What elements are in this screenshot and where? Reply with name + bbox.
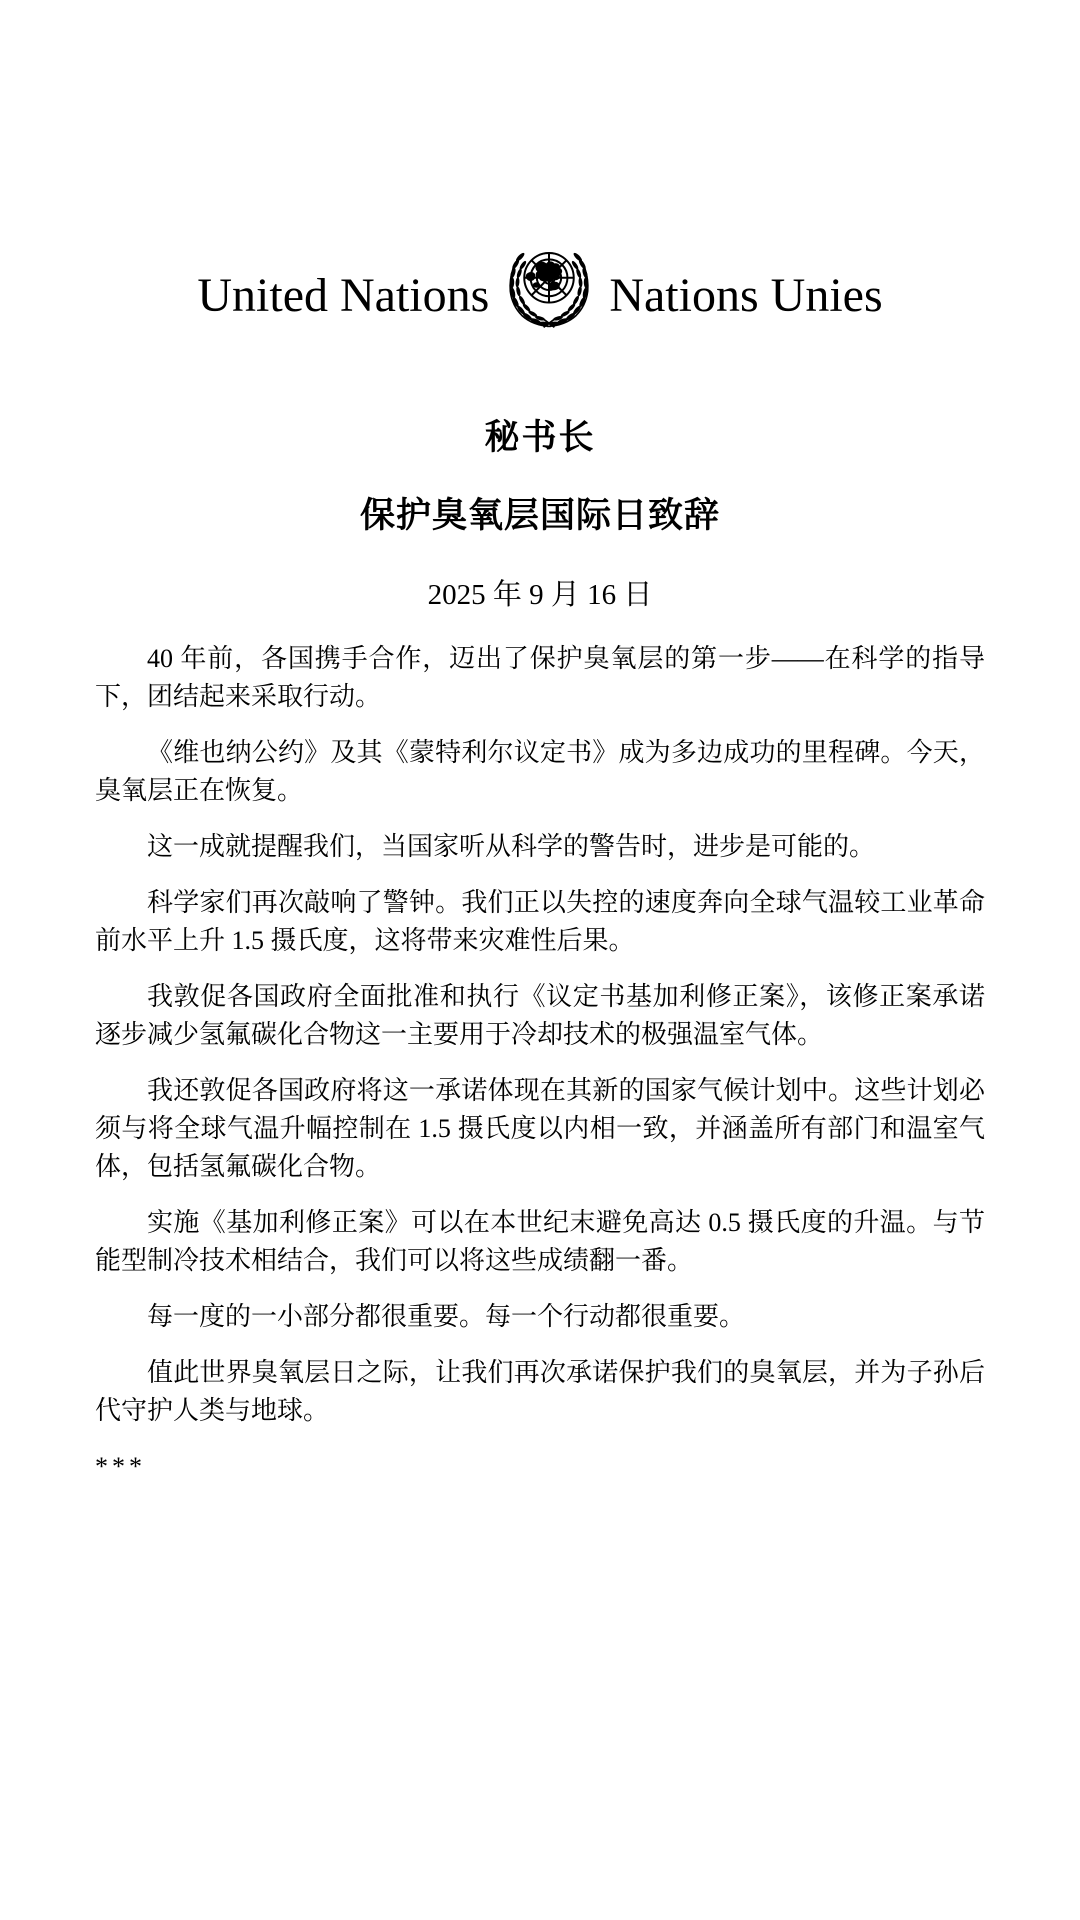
body-paragraph: 《维也纳公约》及其《蒙特利尔议定书》成为多边成功的里程碑。今天，臭氧层正在恢复。 <box>95 738 985 805</box>
body-paragraph: 实施《基加利修正案》可以在本世纪末避免高达 0.5 摄氏度的升温。与节能型制冷技术相结合，我们可以将这些成绩翻一番。 <box>95 1208 985 1275</box>
body-paragraph: 这一成就提醒我们，当国家听从科学的警告时，进步是可能的。 <box>147 832 876 861</box>
document-title: 保护臭氧层国际日致辞 <box>359 496 720 535</box>
body-paragraph: 值此世界臭氧层日之际，让我们再次承诺保护我们的臭氧层，并为子孙后代守护人类与地球。 <box>95 1358 985 1425</box>
statement-body <box>95 640 985 1504</box>
un-letterhead <box>0 238 1080 332</box>
body-paragraph: 科学家们再次敲响了警钟。我们正以失控的速度奔向全球气温较工业革命前水平上升 1.5 摄氏度，这将带来灾难性后果。 <box>95 888 985 955</box>
body-paragraph: 我敦促各国政府全面批准和执行《议定书基加利修正案》，该修正案承诺逐步减少氢氟碳化合物这一主要用于冷却技术的极强温室气体。 <box>95 982 985 1049</box>
end-mark: *** <box>95 1452 146 1481</box>
body-paragraph: 每一度的一小部分都很重要。每一个行动都很重要。 <box>147 1302 746 1331</box>
body-paragraph: 40 年前，各国携手合作，迈出了保护臭氧层的第一步——在科学的指导下，团结起来采取行动。 <box>95 644 985 711</box>
un-wordmark-french: Nations Unies <box>609 269 883 322</box>
un-wordmark-english: United Nations <box>197 269 490 322</box>
document-date: 2025 年 9 月 16 日 <box>427 579 653 611</box>
un-emblem-icon <box>504 238 594 332</box>
author-role-heading: 秘书长 <box>484 418 596 457</box>
body-paragraph: 我还敦促各国政府将这一承诺体现在其新的国家气候计划中。这些计划必须与将全球气温升幅控制在 1.5 摄氏度以内相一致，并涵盖所有部门和温室气体，包括氢氟碳化合物。 <box>95 1076 985 1181</box>
